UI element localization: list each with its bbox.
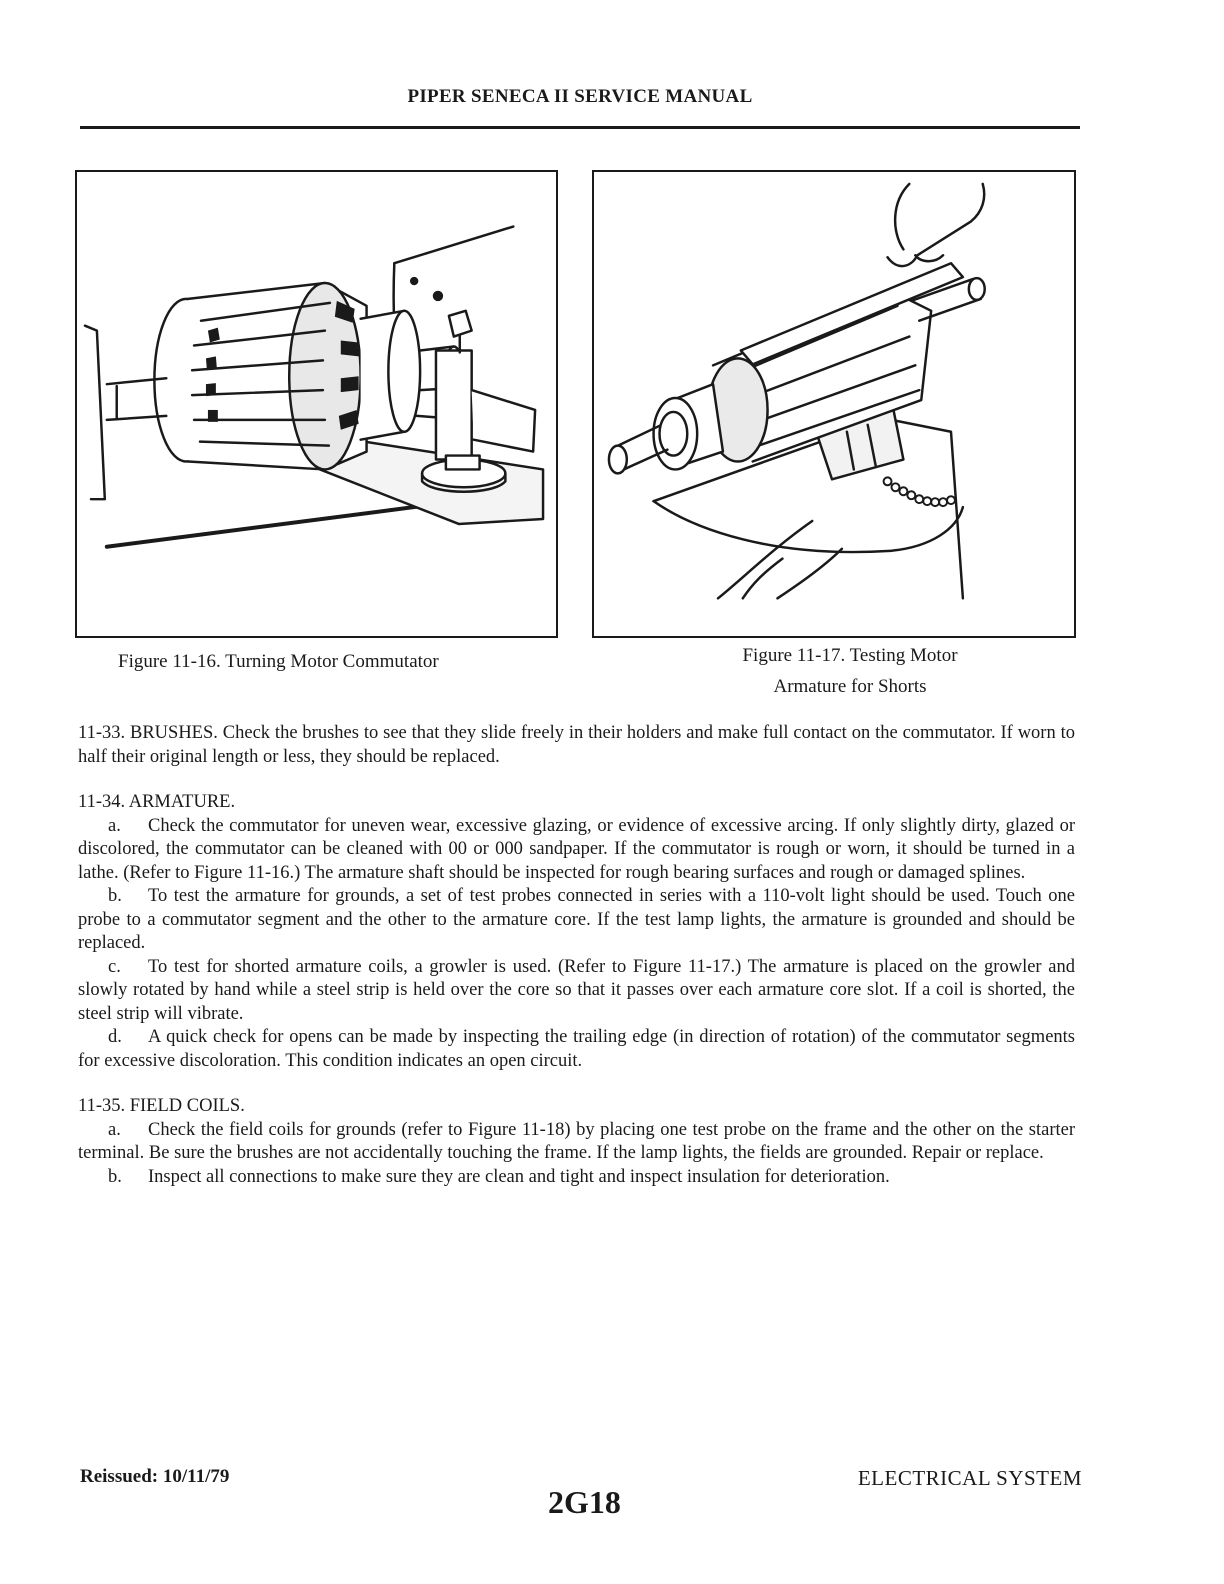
figure-11-17-testing-motor-armature (592, 170, 1076, 638)
armature-heading: 11-34. ARMATURE. (78, 792, 236, 812)
field-coils-item-b-label: b. (108, 1166, 122, 1187)
armature-item-c-text: To test for shorted armature coils, a growler is used. (Refer to Figure 11-17.) The armature is placed on the growler and slowly rotated by hand while a steel strip is held over the core so that it passes over each armature core slot. If a coil is shorted, the steel strip will vibrate. (78, 956, 1075, 1024)
section-title: ELECTRICAL SYSTEM (857, 1466, 1082, 1490)
figure-11-17-caption (690, 640, 1010, 702)
field-coils-item-b (78, 1166, 1075, 1190)
body-text (78, 722, 1075, 1189)
armature-item-b (78, 885, 1075, 956)
field-coils-item-a (78, 1119, 1075, 1166)
figure-11-16-turning-motor-commutator (75, 170, 558, 638)
brushes-paragraph: 11-33. BRUSHES. Check the brushes to see that they slide freely in their holders and make full contact on the commutator. If worn to half their original length or less, they should be replaced. (78, 723, 1075, 767)
growler-armature-illustration (594, 172, 1074, 636)
field-coils-item-a-text: Check the field coils for grounds (refer to Figure 11-18) by placing one test probe on the frame and the other on the starter terminal. Be sure the brushes are not accidentally touching the frame. If the lamp lights, the fields are grounded. Repair or replace. (78, 1119, 1075, 1163)
armature-item-d-label: d. (108, 1027, 122, 1047)
armature-item-c (78, 956, 1075, 1027)
figure-11-17-caption-line-2: Armature for Shorts (773, 676, 927, 697)
armature-item-b-text: To test the armature for grounds, a set of test probes connected in series with a 110-volt light should be used. Touch one probe to a commutator segment and the other to the armature core. If the test lamp lights, the armature is grounded and should be replaced. (78, 886, 1075, 953)
figure-11-16-caption (118, 646, 439, 677)
field-coils-heading: 11-35. FIELD COILS. (78, 1096, 245, 1116)
page-number: 2G18 (548, 1484, 621, 1520)
lathe-armature-illustration (77, 172, 556, 636)
header-rule (80, 126, 1080, 129)
figure-11-16-caption-line: Figure 11-16. Turning Motor Commutator (118, 651, 439, 672)
armature-item-b-label: b. (108, 886, 122, 906)
armature-item-a-label: a. (108, 815, 121, 836)
armature-item-c-label: c. (108, 956, 121, 977)
armature-item-d-text: A quick check for opens can be made by inspecting the trailing edge (in direction of rotation) of the commutator segments for excessive discoloration. This condition indicates an open circuit. (78, 1027, 1075, 1071)
field-coils-item-a-label: a. (108, 1119, 121, 1140)
page-header-title: PIPER SENECA II SERVICE MANUAL (407, 86, 753, 107)
figure-11-17-caption-line-1: Figure 11-17. Testing Motor (742, 645, 958, 666)
armature-item-d (78, 1026, 1075, 1073)
field-coils-item-b-text: Inspect all connections to make sure they are clean and tight and inspect insulation for deterioration. (148, 1166, 890, 1187)
armature-item-a-text: Check the commutator for uneven wear, excessive glazing, or evidence of excessive arcing. If only slightly dirty, glazed or discolored, the commutator can be cleaned with 00 or 000 sandpaper. If the commutator is rough or worn, it should be turned in a lathe. (Refer to Figure 11-16.) The armature shaft should be inspected for rough bearing surfaces and rough or damaged splines. (78, 815, 1075, 883)
reissued-date: Reissued: 10/11/79 (80, 1466, 230, 1487)
armature-item-a (78, 815, 1075, 886)
